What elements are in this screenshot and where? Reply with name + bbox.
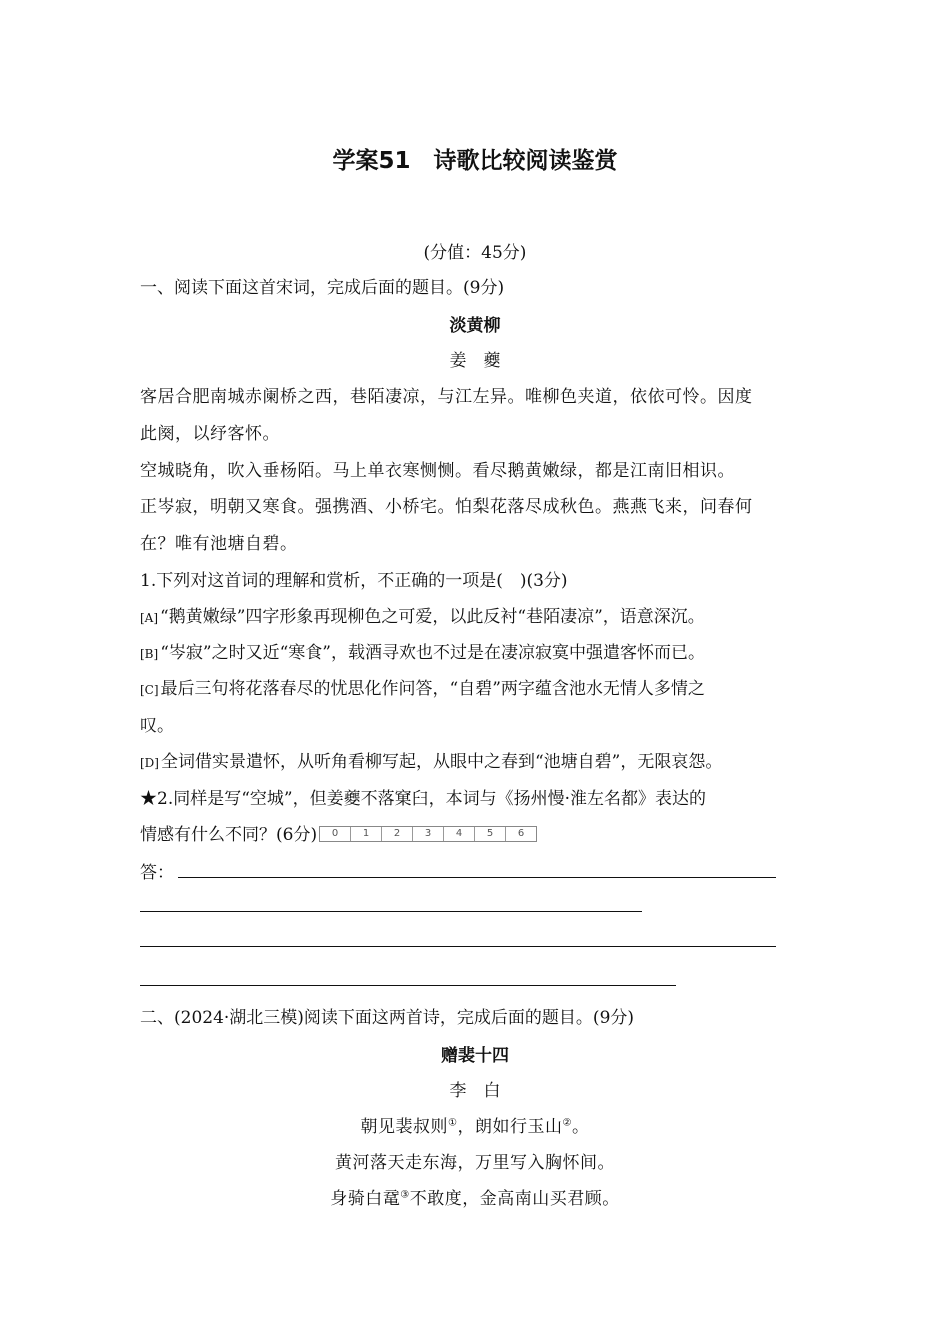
option-text: 最后三句将花落春尽的忧思化作问答，“自碧”两字蕴含池水无情人多情之: [160, 679, 705, 699]
poem-text: 。: [571, 1117, 590, 1137]
poem1-body-line: 在？唯有池塘自碧。: [140, 534, 298, 554]
score-box-cell[interactable]: 0: [320, 827, 351, 841]
option-label: [D]: [140, 756, 159, 770]
poem1-body-line: 空城晓角，吹入垂杨陌。马上单衣寒恻恻。看尽鹅黄嫩绿，都是江南旧相识。: [140, 461, 735, 481]
option-text: 全词借实景遣怀，从听角看柳写起，从眼中之春到“池塘自碧”，无限哀怨。: [160, 752, 723, 772]
poem1-author: 姜 夔: [449, 351, 501, 371]
score-box-grid[interactable]: [319, 826, 537, 842]
question2-stem-line2: [140, 820, 537, 845]
footnote-marker: ②: [562, 1117, 572, 1129]
answer-line[interactable]: [178, 877, 776, 878]
poem-text: 朝见裴叔则: [360, 1117, 449, 1137]
section2-heading: 二、(2024·湖北三模)阅读下面这两首诗，完成后面的题目。(9分): [140, 1008, 635, 1028]
section1-heading: 一、阅读下面这首宋词，完成后面的题目。(9分): [140, 278, 505, 298]
poem-text: ，朗如行玉山: [457, 1117, 563, 1137]
answer-label: 答：: [140, 863, 174, 883]
poem1-body-line: 正岑寂，明朝又寒食。强携酒、小桥宅。怕梨花落尽成秋色。燕燕飞来，问春何: [140, 497, 753, 517]
option-label: [A]: [140, 611, 159, 625]
option-label: [B]: [140, 647, 159, 661]
option-text: “鹅黄嫩绿”四字形象再现柳色之可爱，以此反衬“巷陌凄凉”，语意深沉。: [160, 607, 705, 627]
score-box-cell[interactable]: 1: [351, 827, 382, 841]
poem-text: 不敢度，金高南山买君顾。: [409, 1189, 620, 1209]
poem2-line: [0, 1184, 950, 1209]
option-label: [C]: [140, 683, 159, 697]
poem2-line: [0, 1112, 950, 1137]
question2-stem-text: 情感有什么不同？(6分): [140, 825, 318, 845]
poem1-preface-line: 此阕，以纾客怀。: [140, 424, 280, 444]
footnote-marker: ③: [400, 1189, 410, 1201]
question1-option-a[interactable]: [140, 602, 705, 627]
poem2-title: 赠裴十四: [441, 1046, 509, 1066]
poem-text: 黄河落天走东海，万里写入胸怀间。: [335, 1153, 615, 1173]
poem-text: 身骑白鼋: [330, 1189, 401, 1209]
score-box-cell[interactable]: 2: [382, 827, 413, 841]
score-box-cell[interactable]: 6: [517, 828, 525, 839]
poem1-preface-line: 客居合肥南城赤阑桥之西，巷陌凄凉，与江左异。唯柳色夹道，依依可怜。因度: [140, 387, 753, 407]
question1-option-c-cont: 叹。: [140, 716, 174, 736]
option-text: “岑寂”之时又近“寒食”，载酒寻欢也不过是在凄凉寂寞中强遣客怀而已。: [160, 643, 705, 663]
answer-line[interactable]: [140, 911, 642, 912]
answer-line[interactable]: [140, 985, 676, 986]
poem2-author: 李 白: [449, 1081, 501, 1101]
question1-stem: 1.下列对这首词的理解和赏析，不正确的一项是( )(3分): [140, 571, 568, 591]
score-box-cell[interactable]: 4: [444, 827, 475, 841]
poem2-line: [0, 1148, 950, 1173]
question1-option-b[interactable]: [140, 638, 705, 663]
answer-line[interactable]: [140, 946, 776, 947]
score-total: (分值：45分): [423, 243, 527, 263]
question2-stem-line: ★2.同样是写“空城”，但姜夔不落窠臼，本词与《扬州慢·淮左名都》表达的: [140, 789, 707, 809]
question1-option-d[interactable]: [140, 747, 722, 772]
poem1-title: 淡黄柳: [449, 316, 501, 336]
footnote-marker: ①: [448, 1117, 458, 1129]
score-box-cell[interactable]: 3: [413, 827, 444, 841]
question1-option-c[interactable]: [140, 674, 705, 699]
page-title: 学案51 诗歌比较阅读鉴赏: [332, 148, 618, 174]
score-box-cell[interactable]: 5: [475, 827, 506, 841]
